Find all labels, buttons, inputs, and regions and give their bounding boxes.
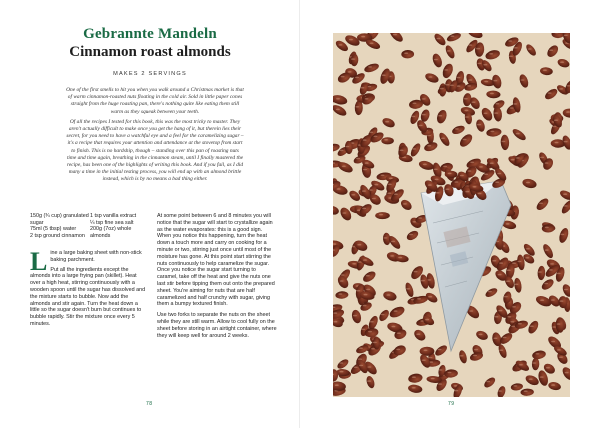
almond-highlight xyxy=(455,128,459,130)
almond-highlight xyxy=(447,50,451,52)
almond-highlight xyxy=(473,186,477,188)
almond-highlight xyxy=(557,323,561,325)
almond-highlight xyxy=(385,121,389,123)
almond-highlight xyxy=(495,181,499,183)
almond-highlight xyxy=(336,109,340,111)
almond-highlight xyxy=(367,380,371,382)
almond-highlight xyxy=(540,376,544,378)
almond-highlight xyxy=(354,367,358,369)
almond-highlight xyxy=(545,162,549,164)
ingredients-column xyxy=(30,213,90,239)
almond-highlight xyxy=(386,294,390,296)
almond-highlight xyxy=(342,212,346,214)
almond-highlight xyxy=(526,248,530,250)
almond-highlight xyxy=(552,326,556,328)
method-step-text: ine a large baking sheet with non-stick baking parchment. xyxy=(50,250,142,263)
almond-highlight xyxy=(507,316,511,318)
almond-highlight xyxy=(560,234,564,236)
almond-highlight xyxy=(333,312,337,314)
intro-text xyxy=(66,87,244,187)
almond-highlight xyxy=(564,141,568,143)
almond-highlight xyxy=(441,138,445,140)
almond-highlight xyxy=(532,362,536,364)
almond-highlight xyxy=(498,310,502,312)
almond-highlight xyxy=(478,193,482,195)
almond-highlight xyxy=(422,98,426,100)
almond-highlight xyxy=(494,112,498,114)
almond-highlight xyxy=(360,87,364,89)
almond-highlight xyxy=(372,198,376,200)
almond-highlight xyxy=(427,145,431,147)
almond-highlight xyxy=(368,66,372,68)
ingredient: 200g (7oz) whole almonds xyxy=(90,226,132,239)
almond-highlight xyxy=(512,306,516,308)
almond-highlight xyxy=(419,125,423,127)
almond-highlight xyxy=(438,349,442,351)
almond-highlight xyxy=(337,188,341,190)
almond-highlight xyxy=(359,365,363,367)
almond-highlight xyxy=(424,350,428,352)
almond-highlight xyxy=(363,259,367,261)
almond-highlight xyxy=(488,291,492,293)
almond-highlight xyxy=(545,227,549,229)
almond-highlight xyxy=(416,333,420,335)
almond-highlight xyxy=(391,241,395,243)
almond-highlight xyxy=(544,283,548,285)
almond-highlight xyxy=(551,299,555,301)
almond-highlight xyxy=(530,325,534,327)
almond-highlight xyxy=(508,40,512,42)
method-step: Put all the ingredients except the almonds into a large frying pan (skillet). Heat over a high heat, stirring continuously with a wooden spoon until the sugar has dissolved and the mixture starts to bubble. Now add the almonds and stir again. Turn the heat down a little so the sugar doesn't burn but continues to bubble rapidly. Stir the mixture once every 5 minutes. xyxy=(30,266,146,327)
almond-highlight xyxy=(439,369,443,371)
almond-highlight xyxy=(499,349,503,351)
almond-highlight xyxy=(356,158,360,160)
almond-highlight xyxy=(510,321,514,323)
almond-highlight xyxy=(398,257,402,259)
almond-highlight xyxy=(351,58,355,60)
almond-highlight xyxy=(479,334,483,336)
almond-highlight xyxy=(367,366,371,368)
almond-highlight xyxy=(549,269,553,271)
almond-highlight xyxy=(510,107,514,109)
almond-highlight xyxy=(443,166,447,168)
almond-highlight xyxy=(382,74,386,76)
almond-highlight xyxy=(470,162,474,164)
almond-highlight xyxy=(412,387,416,389)
almond-highlight xyxy=(434,169,438,171)
almond-highlight xyxy=(493,338,497,340)
almond-highlight xyxy=(517,261,521,263)
method-step: Use two forks to separate the nuts on the sheet while they are still warm. Allow to cool fully on the sheet before storing in an airtight container, where they will keep well for around 2 weeks. xyxy=(157,312,277,339)
ingredient: 150g (¾ cup) granulated sugar xyxy=(30,213,89,226)
almond-highlight xyxy=(503,337,507,339)
almond-highlight xyxy=(514,47,518,49)
almond-highlight xyxy=(460,355,464,357)
almond-highlight xyxy=(486,381,490,383)
almond-highlight xyxy=(366,275,370,277)
almond-highlight xyxy=(338,44,342,46)
almond-highlight xyxy=(513,385,517,387)
almond-highlight xyxy=(374,184,378,186)
almond-highlight xyxy=(422,114,426,116)
almond-highlight xyxy=(489,53,493,55)
almond-highlight xyxy=(539,203,543,205)
servings-label: MAKES 2 SERVINGS xyxy=(113,71,187,77)
almond-highlight xyxy=(551,384,555,386)
almond-highlight xyxy=(348,71,352,73)
almond-highlight xyxy=(362,190,366,192)
almond-highlight xyxy=(333,321,337,323)
almond-highlight xyxy=(519,364,523,366)
almond-highlight xyxy=(490,162,494,164)
almond-highlight xyxy=(436,192,440,194)
almond-highlight xyxy=(454,181,458,183)
almond xyxy=(375,212,390,219)
almond-highlight xyxy=(477,124,481,126)
almond-highlight xyxy=(484,113,488,115)
intro-paragraph: Of all the recipes I tested for this book, this was the most tricky to master. They aren't actually difficult to make once you get the hang of it, but therein lies their secret, for you need to have a watchful eye and a feel for the caramelizing sugar – it's a recipe that requires your attention and attendance at the stovetop from start to finish. This is no hardship, though – standing over this pan of roasting nuts time and time again, breathing in the cinnamon steam, until I finally mastered the recipe, has been one of the highlights of writing this book. And if you fail, as I did many a time in the initial testing process, you will end up with an almond brittle instead, which is by no means a bad thing either. xyxy=(66,118,244,183)
almond-highlight xyxy=(479,166,483,168)
almond-highlight xyxy=(363,169,367,171)
almond-highlight xyxy=(469,310,473,312)
almond-highlight xyxy=(536,353,540,355)
almond-highlight xyxy=(545,249,549,251)
almond-highlight xyxy=(361,36,365,38)
ingredient: ¼ tsp fine sea salt xyxy=(90,219,134,226)
almond-highlight xyxy=(437,38,441,40)
almond-highlight xyxy=(543,69,547,71)
ingredients-column xyxy=(90,213,150,239)
almond-highlight xyxy=(468,170,472,172)
almond-highlight xyxy=(422,359,426,361)
almond-highlight xyxy=(361,329,365,331)
ingredient: 75ml (5 tbsp) water xyxy=(30,226,77,233)
almond-highlight xyxy=(549,49,553,51)
almond-highlight xyxy=(428,357,432,359)
almond-highlight xyxy=(504,296,508,298)
almond-highlight xyxy=(468,79,472,81)
almond-highlight xyxy=(560,61,564,63)
almond-highlight xyxy=(445,188,449,190)
almond-highlight xyxy=(335,384,339,386)
almond-highlight xyxy=(428,296,432,298)
almond-highlight xyxy=(379,214,383,216)
almond-highlight xyxy=(526,182,530,184)
almond-highlight xyxy=(507,269,511,271)
ingredient: 2 tsp ground cinnamon xyxy=(30,232,85,239)
almond-highlight xyxy=(557,273,561,275)
almond-highlight xyxy=(454,390,458,392)
almond-highlight xyxy=(456,77,460,79)
almond-highlight xyxy=(490,93,494,95)
almond-highlight xyxy=(550,263,554,265)
method-column-left xyxy=(30,247,146,331)
almond-highlight xyxy=(524,390,528,392)
almond-highlight xyxy=(381,314,385,316)
almond-highlight xyxy=(345,146,349,148)
almond-highlight xyxy=(450,35,454,37)
almond-highlight xyxy=(412,376,416,378)
almond-highlight xyxy=(363,305,367,307)
almond-highlight xyxy=(477,63,481,65)
almond-highlight xyxy=(511,159,515,161)
almond-highlight xyxy=(404,52,408,54)
almond-highlight xyxy=(498,390,502,392)
almond-highlight xyxy=(528,48,532,50)
almond-highlight xyxy=(414,271,418,273)
almond-highlight xyxy=(428,76,432,78)
almond-highlight xyxy=(520,79,524,81)
almond-highlight xyxy=(540,157,544,159)
almond-highlight xyxy=(516,133,520,135)
almond xyxy=(381,137,394,144)
page-number-right: 79 xyxy=(448,401,455,407)
almond-highlight xyxy=(364,294,368,296)
almond-highlight xyxy=(342,166,346,168)
almond-highlight xyxy=(476,48,480,50)
almond-highlight xyxy=(467,85,471,87)
almond-highlight xyxy=(563,193,567,195)
almond-highlight xyxy=(357,244,361,246)
almond-highlight xyxy=(338,293,342,295)
almond-highlight xyxy=(498,274,502,276)
almond-highlight xyxy=(425,319,429,321)
almond-highlight xyxy=(356,290,360,292)
almond-highlight xyxy=(465,191,469,193)
almond-highlight xyxy=(352,263,356,265)
ingredient: 1 tsp vanilla extract xyxy=(90,213,137,219)
almond-highlight xyxy=(493,80,497,82)
almond-highlight xyxy=(484,174,488,176)
almond-highlight xyxy=(359,347,363,349)
almond-highlight xyxy=(566,111,570,113)
almond-highlight xyxy=(428,184,432,186)
almond-highlight xyxy=(369,132,373,134)
almond-highlight xyxy=(512,262,516,264)
method-column-right xyxy=(157,213,277,343)
almond-highlight xyxy=(559,356,563,358)
almond-highlight xyxy=(397,332,401,334)
almond-highlight xyxy=(391,326,395,328)
almond-highlight xyxy=(564,289,568,291)
almond-highlight xyxy=(559,88,563,90)
almond-highlight xyxy=(393,34,397,36)
almond-highlight xyxy=(564,205,568,207)
almond-highlight xyxy=(513,103,517,105)
recipe-title-german: Gebrannte Mandeln xyxy=(83,26,217,42)
almond-highlight xyxy=(468,44,472,46)
almond-highlight xyxy=(460,175,464,177)
almond-highlight xyxy=(434,59,438,61)
almond-highlight xyxy=(499,262,503,264)
almond-highlight xyxy=(538,271,542,273)
almond-highlight xyxy=(438,115,442,117)
almond-highlight xyxy=(351,194,355,196)
almond-highlight xyxy=(353,315,357,317)
almond-highlight xyxy=(473,355,477,357)
almond-highlight xyxy=(464,110,468,112)
almond-highlight xyxy=(492,260,496,262)
almond-highlight xyxy=(483,64,487,66)
almond-highlight xyxy=(554,119,558,121)
almond-highlight xyxy=(355,77,359,79)
almond-highlight xyxy=(366,289,370,291)
almond-highlight xyxy=(506,280,510,282)
almond-highlight xyxy=(501,141,505,143)
almond-highlight xyxy=(336,98,340,100)
almond-highlight xyxy=(438,383,442,385)
almond-highlight xyxy=(431,378,435,380)
almond-highlight xyxy=(383,237,387,239)
almond-highlight xyxy=(394,310,398,312)
almond-highlight xyxy=(564,35,568,37)
almond-highlight xyxy=(340,371,344,373)
roasted-almonds-photo xyxy=(333,33,570,397)
almond-highlight xyxy=(525,257,529,259)
almond-highlight xyxy=(516,157,520,159)
almond-highlight xyxy=(387,193,391,195)
almond-highlight xyxy=(341,76,345,78)
almond-highlight xyxy=(412,148,416,150)
almond-highlight xyxy=(373,342,377,344)
almond-highlight xyxy=(474,349,478,351)
almond-highlight xyxy=(548,92,552,94)
almond-highlight xyxy=(484,81,488,83)
almond-highlight xyxy=(440,88,444,90)
almond xyxy=(420,347,435,356)
almond-highlight xyxy=(341,274,345,276)
almond-highlight xyxy=(365,98,369,100)
almond-highlight xyxy=(518,323,522,325)
almond-highlight xyxy=(552,126,556,128)
almond-highlight xyxy=(406,288,410,290)
almond-highlight xyxy=(495,316,499,318)
almond-highlight xyxy=(363,139,367,141)
almond-highlight xyxy=(396,349,400,351)
almond-highlight xyxy=(551,341,555,343)
method-step: At some point between 6 and 8 minutes you will notice that the sugar will start to crystallize again as the water evaporates: this is a good sign. When you notice this happening, turn the heat down a touch more and carry on cooking for a minute or two, stirring just once until most of the moisture has gone. At this point start stirring the nuts continuously to help caramelize the sugar. Once you notice the sugar start turning to caramel, take off the heat and give the nuts one last stir before tipping them out onto the prepared sheet. You're aiming for nuts that are half caramelized and half crunchy with sugar, giving them a bumpy textured finish. xyxy=(157,213,275,308)
almond-highlight xyxy=(555,142,559,144)
almond-highlight xyxy=(411,116,415,118)
almond-highlight xyxy=(465,116,469,118)
almond-highlight xyxy=(388,184,392,186)
almond-highlight xyxy=(374,136,378,138)
almond-highlight xyxy=(418,217,422,219)
almond-highlight xyxy=(448,372,452,374)
almond-highlight xyxy=(497,173,501,175)
almond-highlight xyxy=(511,326,515,328)
almond-highlight xyxy=(358,261,362,263)
almond-highlight xyxy=(362,208,366,210)
page-number-left: 78 xyxy=(146,401,153,407)
almond-highlight xyxy=(435,179,439,181)
almond-highlight xyxy=(370,321,374,323)
almond-highlight xyxy=(390,255,394,257)
almond-highlight xyxy=(339,362,343,364)
almond-highlight xyxy=(450,85,454,87)
almond-highlight xyxy=(340,280,344,282)
drop-cap: L xyxy=(30,247,48,276)
almond-highlight xyxy=(403,203,407,205)
almond-highlight xyxy=(546,367,550,369)
almond-highlight xyxy=(464,98,468,100)
almond-highlight xyxy=(509,56,513,58)
almond-highlight xyxy=(409,234,413,236)
almond-highlight xyxy=(463,139,467,141)
almond-highlight xyxy=(444,69,448,71)
almond-highlight xyxy=(340,150,344,152)
almond-highlight xyxy=(506,223,510,225)
almond-highlight xyxy=(514,284,518,286)
almond-highlight xyxy=(421,280,425,282)
almond-highlight xyxy=(413,103,417,105)
almond-highlight xyxy=(417,298,421,300)
almond-highlight xyxy=(448,173,452,175)
almond-highlight xyxy=(370,43,374,45)
almond-highlight xyxy=(349,39,353,41)
almond-highlight xyxy=(365,162,369,164)
almond-highlight xyxy=(394,193,398,195)
almond-highlight xyxy=(400,150,404,152)
almond-highlight xyxy=(495,103,499,105)
almond-highlight xyxy=(540,299,544,301)
almond-highlight xyxy=(384,139,388,141)
almond-highlight xyxy=(557,349,561,351)
almond-highlight xyxy=(529,378,533,380)
almond-highlight xyxy=(381,175,385,177)
almond-highlight xyxy=(355,106,359,108)
almond-highlight xyxy=(565,372,569,374)
intro-paragraph: One of the first smells to hit you when you walk around a Christmas market is that of warm cinnamon-roasted nuts floating in the cold air. Sold in little paper cones straight from the huge roasting pan, there's nothing quite like eating them still warm as they squeak between your teeth. xyxy=(66,87,244,115)
almond-highlight xyxy=(560,300,564,302)
almond-highlight xyxy=(423,164,427,166)
almond-highlight xyxy=(472,101,476,103)
recipe-title-english: Cinnamon roast almonds xyxy=(69,44,231,60)
almond-highlight xyxy=(446,84,450,86)
almond-highlight xyxy=(490,131,494,133)
almond-highlight xyxy=(368,331,372,333)
method-step xyxy=(30,247,146,276)
